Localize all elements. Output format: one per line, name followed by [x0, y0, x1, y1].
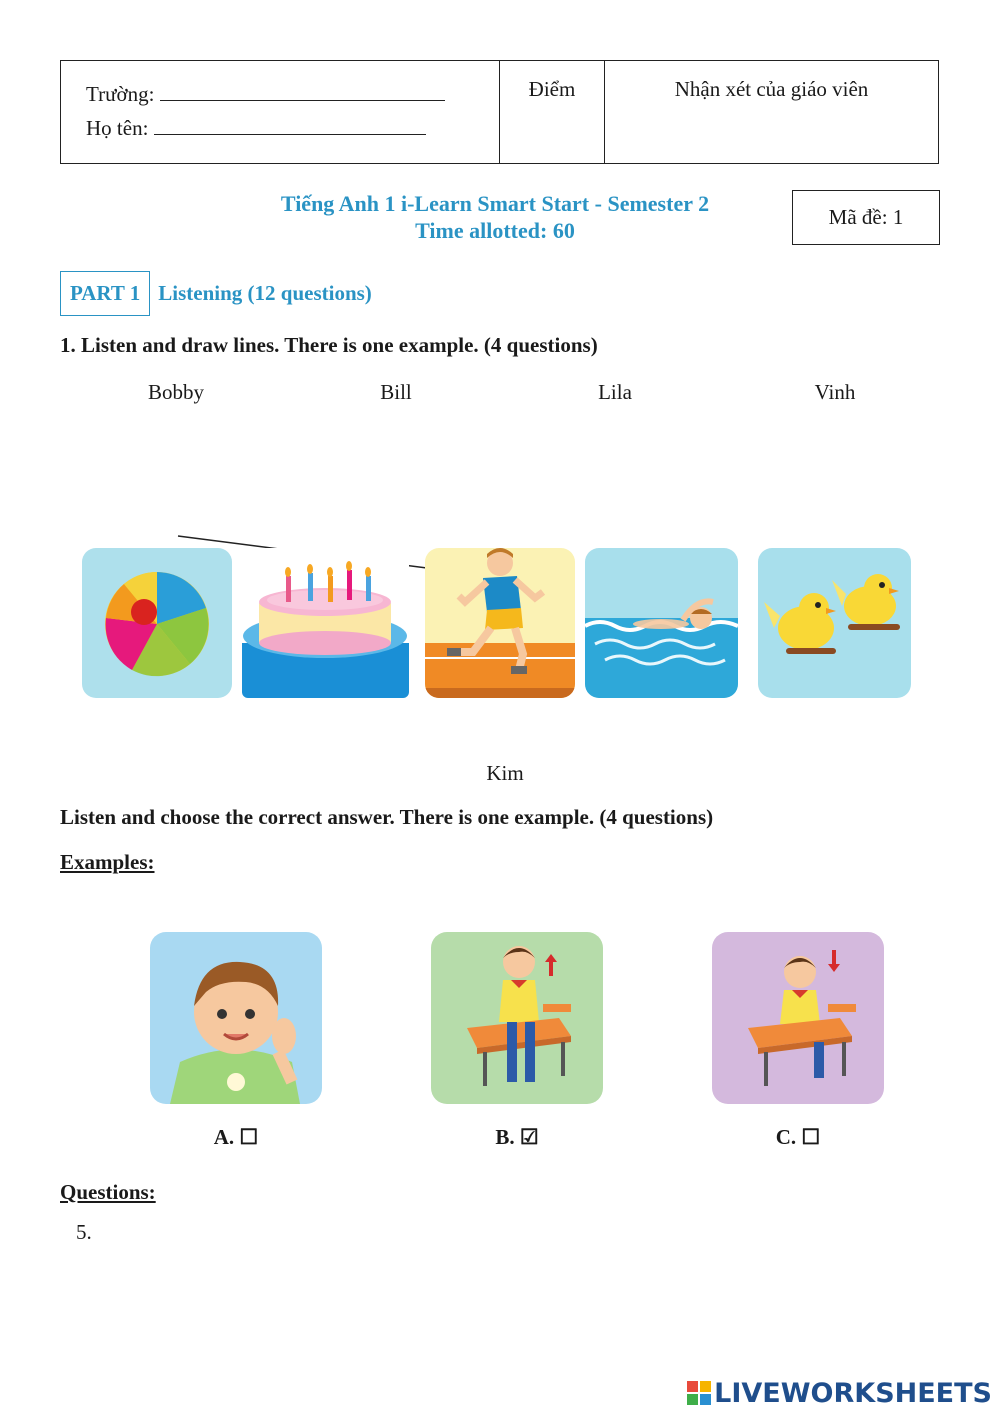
exercise2-instruction: Listen and choose the correct answer. There is one example. (4 questions): [60, 805, 714, 829]
name-lila[interactable]: Lila: [598, 380, 632, 404]
option-b-label[interactable]: B. ☑: [495, 1125, 539, 1149]
liveworksheets-brand: [687, 1376, 992, 1410]
score-cell: [500, 61, 605, 163]
comment-cell: [605, 61, 938, 163]
score-label: Điểm: [528, 77, 576, 101]
title-line-1: Tiếng Anh 1 i-Learn Smart Start - Semester 2: [280, 191, 710, 216]
name-label: Họ tên:: [86, 116, 149, 140]
swimming-icon: [585, 548, 738, 698]
ball-icon: [82, 548, 232, 698]
name-vinh[interactable]: Vinh: [814, 380, 856, 404]
option-a-picture[interactable]: [150, 932, 322, 1104]
title-line-2: Time allotted: 60: [415, 218, 575, 243]
option-c-picture[interactable]: [712, 932, 884, 1104]
name-bill[interactable]: Bill: [380, 380, 412, 404]
picture-boy-running[interactable]: [425, 548, 575, 698]
picture-ball[interactable]: [82, 548, 232, 698]
school-label: Trường:: [86, 82, 155, 106]
brand-text: LIVEWORKSHEETS: [714, 1377, 992, 1409]
part1-box: PART 1: [60, 271, 150, 316]
boy-standing-icon: [431, 932, 603, 1104]
question-5-number: 5.: [76, 1220, 92, 1244]
name-answer-line[interactable]: [154, 115, 426, 135]
school-row: [86, 77, 499, 111]
ducks-icon: [758, 548, 911, 698]
option-a-label[interactable]: A. ☐: [213, 1125, 259, 1149]
option-b-picture[interactable]: [431, 932, 603, 1104]
cake-icon: [242, 548, 409, 698]
option-c-label[interactable]: C. ☐: [775, 1125, 821, 1149]
questions-label: Questions:: [60, 1180, 156, 1204]
picture-boy-swimming[interactable]: [585, 548, 738, 698]
running-icon: [425, 548, 575, 698]
name-bobby[interactable]: Bobby: [147, 380, 205, 404]
examples-label: Examples:: [60, 850, 155, 874]
liveworksheets-logo-icon: [687, 1381, 711, 1405]
school-answer-line[interactable]: [160, 81, 445, 101]
boy-sitting-icon: [712, 932, 884, 1104]
test-code-box: Mã đề: 1: [792, 190, 940, 245]
test-title: [200, 190, 790, 244]
part1-heading: [60, 271, 372, 316]
picture-ducks[interactable]: [758, 548, 911, 698]
name-kim[interactable]: Kim: [486, 761, 524, 785]
boy-listening-icon: [150, 932, 322, 1104]
exercise1-instruction: 1. Listen and draw lines. There is one example. (4 questions): [60, 333, 598, 357]
exercise1-names-top: [0, 380, 1000, 410]
part1-title: Listening (12 questions): [158, 281, 372, 305]
student-info-cell: [61, 61, 500, 163]
picture-birthday-cake[interactable]: [242, 548, 409, 698]
comment-label: Nhận xét của giáo viên: [674, 77, 869, 101]
name-row: [86, 111, 499, 145]
header-table: [60, 60, 939, 164]
